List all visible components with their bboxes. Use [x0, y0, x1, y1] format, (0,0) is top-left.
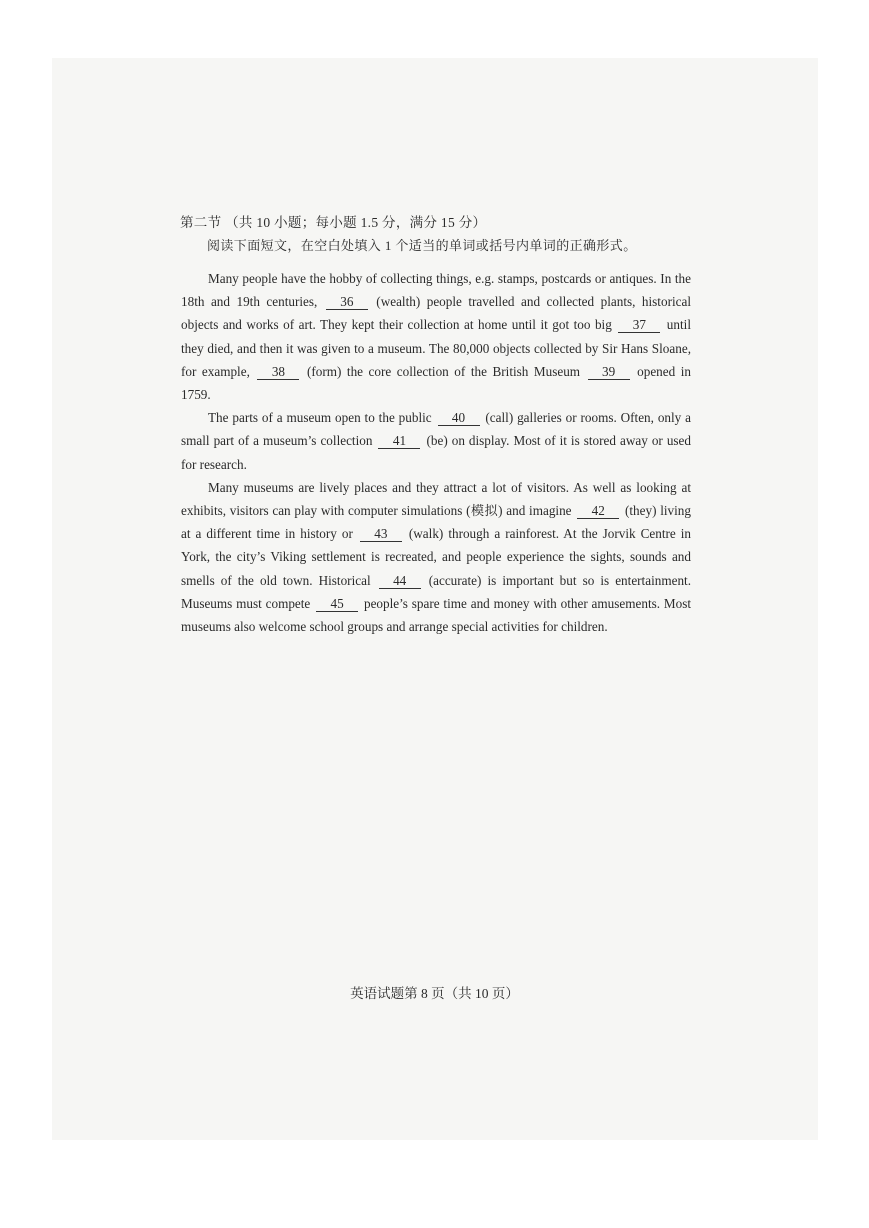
blank-36: 36: [326, 295, 368, 310]
blank-44: 44: [379, 574, 421, 589]
blank-42: 42: [577, 504, 619, 519]
blank-37: 37: [618, 318, 660, 333]
paragraph-3: [181, 476, 691, 638]
blank-40: 40: [438, 411, 480, 426]
paragraph-text: (form) the core collection of the British Museum: [301, 363, 586, 379]
paragraph-text: (accurate) is important but so is entertainment. Museums must compete: [181, 572, 691, 611]
paragraph-text: The parts of a museum open to the public: [208, 410, 436, 426]
paragraph-text: Many museums are lively places and they attract a lot of visitors. As well as looking at exhibits, visitors can play with computer simulations (模拟) and imagine: [181, 479, 691, 519]
blank-39: 39: [588, 365, 630, 380]
paragraph-text: people’s spare time and money with other amusements. Most museums also welcome school groups and arrange special activities for children.: [181, 595, 691, 635]
paragraph-text: (wealth) people travelled and collected plants, historical objects and works of art. They kept their collection at home until it got too big: [181, 294, 691, 333]
paragraph-text: opened in 1759.: [181, 363, 692, 403]
section-title: 第二节 （共 10 小题；每小题 1.5 分，满分 15 分）: [180, 215, 487, 230]
paragraph-text: Many people have the hobby of collecting things, e.g. stamps, postcards or antiques. In the 18th and 19th centuries,: [181, 271, 691, 310]
blank-38: 38: [257, 365, 299, 380]
page-footer: 英语试题第 8 页（共 10 页）: [350, 986, 519, 1001]
paragraph-text: (walk) through a rainforest. At the Jorvik Centre in York, the city’s Viking settlement is recreated, and people experience the sights, sounds and smells of the old town. Historical: [181, 526, 692, 588]
paragraph-2: [181, 406, 691, 476]
blank-41: 41: [378, 434, 420, 449]
paragraph-1: [181, 267, 691, 406]
paragraph-text: (they) living at a different time in history or: [181, 503, 691, 542]
paragraph-text: until they died, and then it was given to a museum. The 80,000 objects collected by Sir Hans Sloane, for example,: [181, 317, 691, 379]
cloze-passage: [181, 267, 691, 638]
blank-43: 43: [360, 527, 402, 542]
paragraph-text: (call) galleries or rooms. Often, only a small part of a museum’s collection: [181, 410, 691, 449]
blank-45: 45: [316, 597, 358, 612]
section-instruction: 阅读下面短文，在空白处填入 1 个适当的单词或括号内单词的正确形式。: [207, 238, 637, 253]
paragraph-text: (be) on display. Most of it is stored away or used for research.: [181, 433, 691, 472]
